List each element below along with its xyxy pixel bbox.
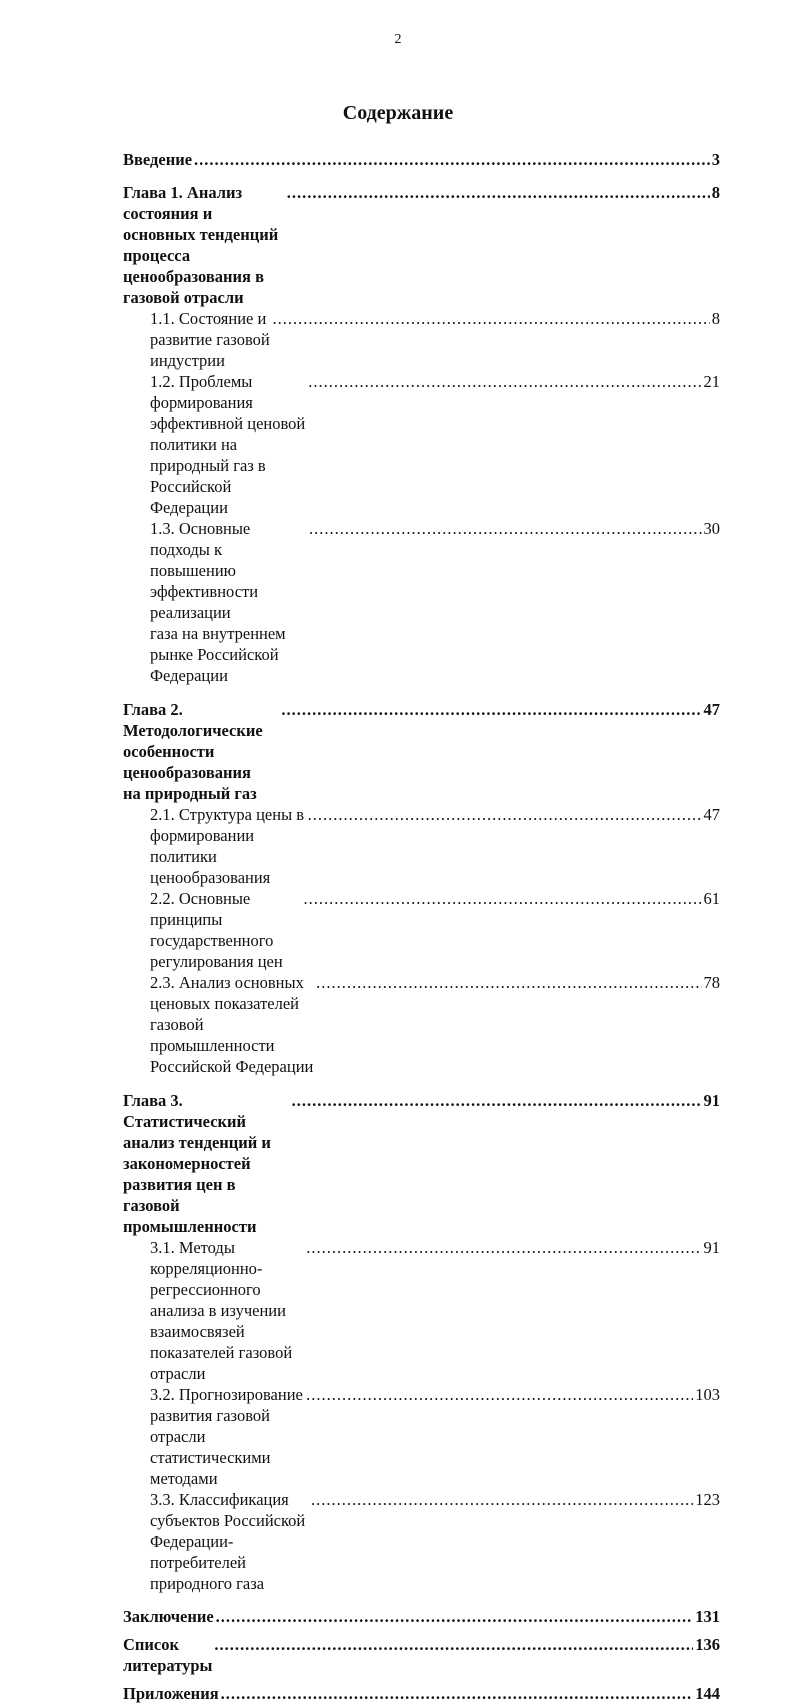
toc-section-2-1[interactable] <box>123 804 720 888</box>
toc-entry-intro[interactable] <box>123 149 720 170</box>
toc-chapter-label <box>123 699 279 804</box>
toc-section-3-3[interactable] <box>123 1489 720 1594</box>
toc-chapter-page: 8 <box>711 183 720 202</box>
toc-chapter-page: 91 <box>703 1091 720 1110</box>
toc-entry-page: 3 <box>711 150 720 169</box>
toc-section-page: 61 <box>703 889 720 908</box>
page-number: 2 <box>394 32 402 47</box>
toc-chapter-2[interactable] <box>123 699 720 804</box>
toc-section-label <box>150 1489 309 1594</box>
toc-chapter-1[interactable] <box>123 182 720 308</box>
leader-dots <box>221 1683 694 1704</box>
toc-section-line: 1.2. Проблемы формирования эффективной ценовой политики на <box>150 372 306 454</box>
toc-section-3-2[interactable] <box>123 1384 720 1489</box>
toc-entry-page: 131 <box>695 1607 720 1626</box>
toc-entry-appendices[interactable] <box>123 1683 720 1704</box>
toc-section-line: 1.3. Основные подходы к повышению эффективности реализации <box>150 519 259 622</box>
toc-section-label: 1.1. Состояние и развитие газовой индустрии <box>150 309 270 370</box>
toc-chapter-line: на природный газ <box>123 784 257 803</box>
toc-entry-label: Приложения <box>123 1684 219 1703</box>
toc-section-label <box>150 1384 304 1489</box>
toc-section-page: 47 <box>703 805 720 824</box>
toc-chapter-3[interactable] <box>123 1090 720 1237</box>
leader-dots <box>194 149 710 170</box>
toc-section-3-1[interactable] <box>123 1237 720 1384</box>
leader-dots <box>273 308 710 329</box>
leader-dots <box>292 1090 702 1111</box>
toc-section-2-2[interactable] <box>123 888 720 972</box>
toc-section-page: 123 <box>695 1490 720 1509</box>
leader-dots <box>306 1384 693 1405</box>
toc-entry-label: Список литературы <box>123 1635 213 1675</box>
leader-dots <box>311 1489 693 1510</box>
toc-chapter-line: ценообразования в газовой отрасли <box>123 267 265 307</box>
leader-dots <box>309 518 701 539</box>
toc-section-1-3[interactable] <box>123 518 720 686</box>
leader-dots <box>214 1634 693 1655</box>
leader-dots <box>281 699 701 720</box>
table-of-contents <box>123 149 720 1704</box>
leader-dots <box>308 371 701 392</box>
toc-entry-references[interactable] <box>123 1634 720 1676</box>
toc-section-label <box>150 371 306 518</box>
toc-section-page: 21 <box>703 372 720 391</box>
toc-entry-label: Заключение <box>123 1607 214 1626</box>
toc-chapter-line: Глава 3. Статистический анализ тенденций и закономерностей <box>123 1091 271 1173</box>
leader-dots <box>306 1237 701 1258</box>
toc-section-page: 103 <box>695 1385 720 1404</box>
toc-section-line: 3.2. Прогнозирование развития газовой отрасли статистическими <box>150 1385 303 1467</box>
toc-entry-page: 136 <box>695 1635 720 1654</box>
leader-dots <box>308 804 702 825</box>
toc-section-page: 78 <box>703 973 720 992</box>
toc-chapter-line: Глава 1. Анализ состояния и основных тенденций процесса <box>123 183 279 265</box>
toc-section-page: 8 <box>711 309 720 328</box>
toc-section-1-1[interactable] <box>123 308 720 371</box>
toc-section-line: природного газа <box>150 1574 265 1593</box>
toc-section-label <box>150 518 307 686</box>
leader-dots <box>304 888 702 909</box>
leader-dots <box>316 972 701 993</box>
toc-entry-conclusion[interactable] <box>123 1606 720 1627</box>
toc-section-2-3[interactable] <box>123 972 720 1077</box>
toc-section-line: Российской Федерации <box>150 1057 314 1076</box>
toc-section-line: природный газ в Российской Федерации <box>150 456 266 517</box>
toc-chapter-label <box>123 1090 290 1237</box>
toc-entry-page: 144 <box>695 1684 720 1703</box>
leader-dots <box>216 1606 694 1627</box>
toc-section-1-2[interactable] <box>123 371 720 518</box>
toc-section-line: 3.3. Классификация субъектов Российской Федерации-потребителей <box>150 1490 306 1572</box>
toc-chapter-line: развития цен в газовой промышленности <box>123 1175 257 1236</box>
toc-section-page: 91 <box>703 1238 720 1257</box>
toc-section-page: 30 <box>703 519 720 538</box>
toc-chapter-line: Глава 2. Методологические особенности ценообразования <box>123 700 263 782</box>
toc-section-line: взаимосвязей показателей газовой отрасли <box>150 1322 293 1383</box>
page-title: Содержание <box>342 102 454 124</box>
toc-chapter-page: 47 <box>703 700 720 719</box>
toc-chapter-label <box>123 182 285 308</box>
toc-section-line: методами <box>150 1469 218 1488</box>
toc-section-line: 3.1. Методы корреляционно-регрессионного анализа в изучении <box>150 1238 286 1320</box>
toc-section-line: газа на внутреннем рынке Российской Федерации <box>150 624 286 685</box>
toc-section-line: 2.3. Анализ основных ценовых показателей газовой промышленности <box>150 973 304 1055</box>
toc-section-label: 2.2. Основные принципы государственного регулирования цен <box>150 889 283 971</box>
toc-entry-label: Введение <box>123 150 193 169</box>
toc-section-label <box>150 1237 304 1384</box>
toc-section-label: 2.1. Структура цены в формировании политики ценообразования <box>150 805 305 887</box>
toc-section-label <box>150 972 314 1077</box>
leader-dots <box>287 182 710 203</box>
